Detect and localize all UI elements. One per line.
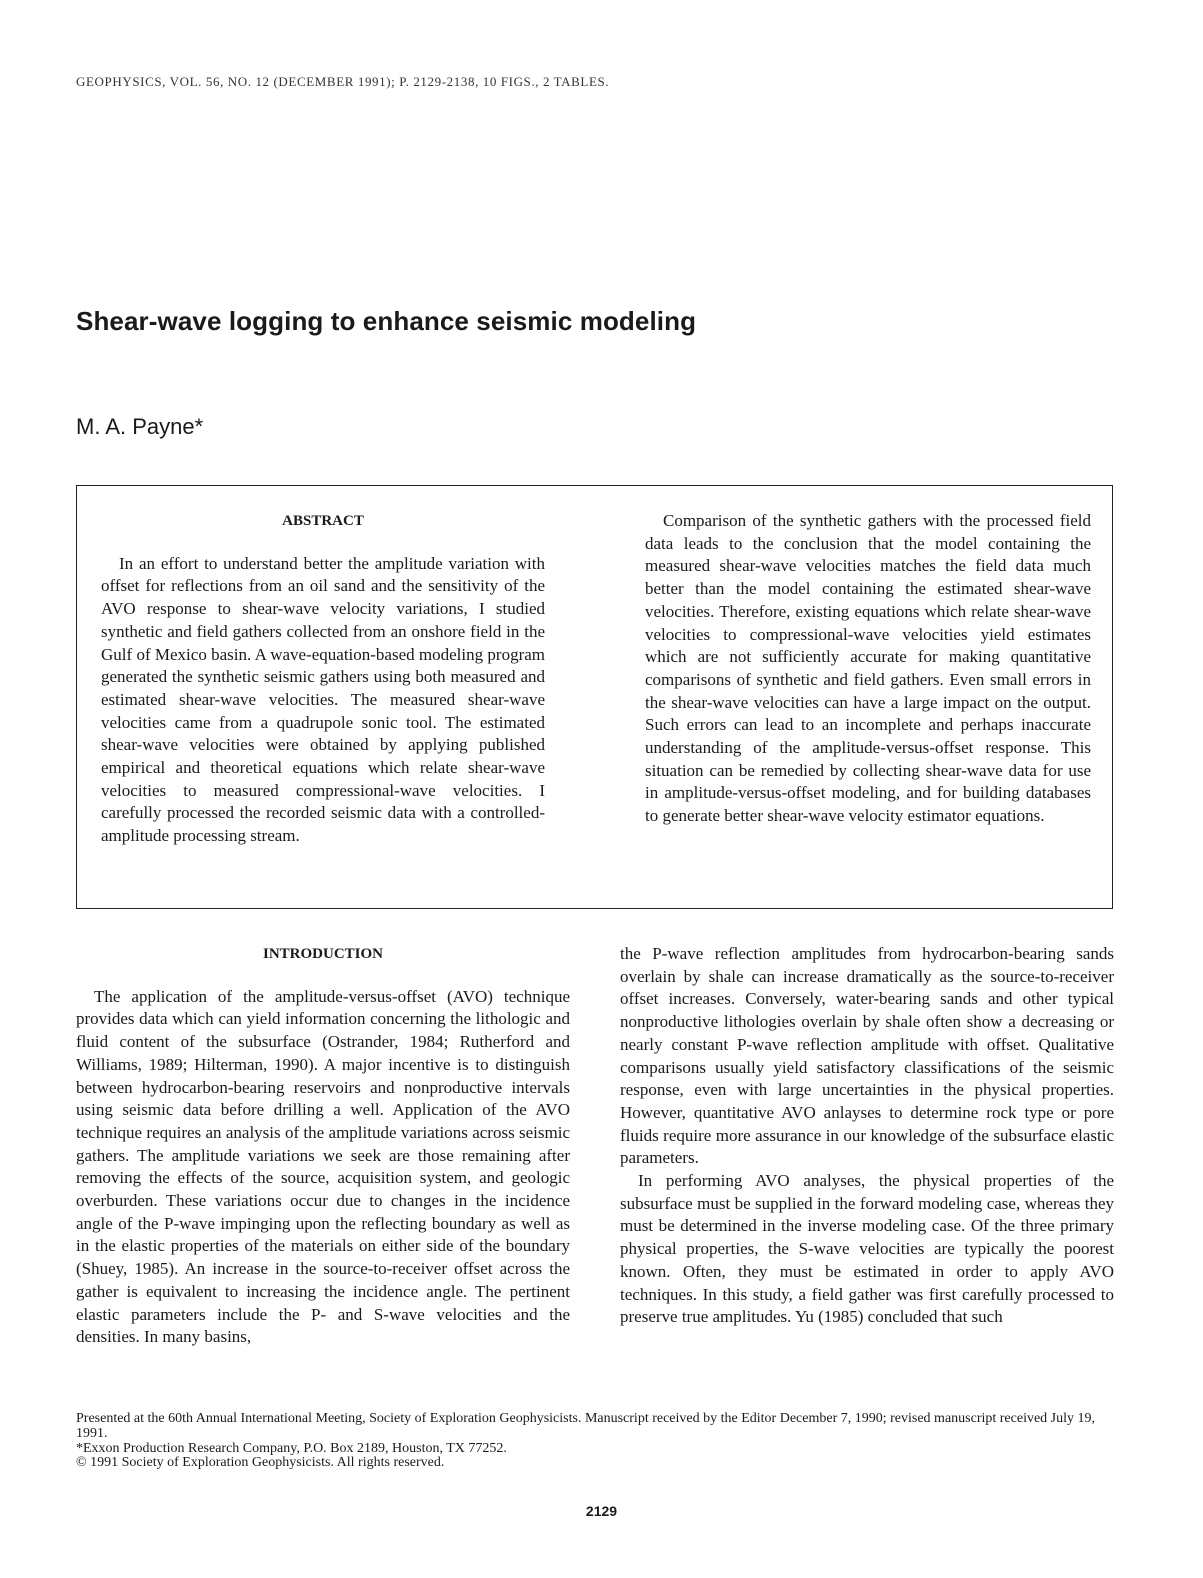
- page-number: 2129: [585, 1503, 618, 1519]
- introduction-column: [76, 943, 570, 1349]
- body-paragraph-2: In performing AVO analyses, the physical properties of the subsurface must be supplied in the forward modeling case, whereas they must be determined in the inverse modeling case. Of the three primary physical properties, the S-wave velocities are typically the poorest known. Often, they must be estimated in order to apply AVO techniques. In this study, a field gather was first carefully processed to preserve true amplitudes. Yu (1985) concluded that such: [620, 1171, 1114, 1327]
- footnote-affiliation: *Exxon Production Research Company, P.O. Box 2189, Houston, TX 77252.: [76, 1440, 507, 1456]
- author-name: M. A. Payne*: [76, 414, 204, 439]
- body-paragraph-continued: the P-wave reflection amplitudes from hydrocarbon-bearing sands overlain by shale can increase dramatically as the source-to-receiver offset increases. Conversely, water-bearing sands and other typical nonproductive lithologies overlain by shale often show a decreasing or nearly constant P-wave reflection amplitude with offset. Qualitative comparisons usually yield satisfactory classifications of the seismic response, even with large uncertainties in the physical properties. However, quantitative AVO anlayses to determine rock type or pore fluids require more assurance in our knowledge of the subsurface elastic parameters.: [620, 944, 1114, 1168]
- paper-title: Shear-wave logging to enhance seismic modeling: [76, 306, 697, 336]
- abstract-paragraph-2: Comparison of the synthetic gathers with the processed field data leads to the conclusion that the model containing the measured shear-wave velocities matches the field data much better than the model containing the estimated shear-wave velocities. Therefore, existing equations which relate shear-wave velocities to compressional-wave velocities yield estimates which are not sufficiently accurate for making quantitative comparisons of synthetic and field gathers. Even small errors in the shear-wave velocities can have a large impact on the output. Such errors can lead to an incomplete and perhaps inaccurate understanding of the amplitude-versus-offset response. This situation can be remedied by collecting shear-wave data for use in amplitude-versus-offset modeling, and for building databases to generate better shear-wave velocity estimator equations.: [645, 511, 1091, 826]
- abstract-left-column: [101, 510, 545, 848]
- right-body-column: [620, 943, 1114, 1329]
- footnote-presented: Presented at the 60th Annual International Meeting, Society of Exploration Geophysicists. Manuscript received by the Editor December 7, 1990; revised manuscript received July 19, 1991.: [76, 1411, 1096, 1441]
- introduction-paragraph-1: The application of the amplitude-versus-offset (AVO) technique provides data which can yield information concerning the lithologic and fluid content of the subsurface (Ostrander, 1984; Rutherford and Williams, 1989; Hilterman, 1990). A major incentive is to distinguish between hydrocarbon-bearing reservoirs and nonproductive intervals using seismic data before drilling a well. Application of the AVO technique requires an analysis of the amplitude variations across seismic gathers. The amplitude variations we seek are those remaining after removing the effects of the source, acquisition system, and geologic overburden. These variations occur due to changes in the incidence angle of the P-wave impinging upon the reflecting boundary as well as in the elastic properties of the materials on either side of the boundary (Shuey, 1985). An increase in the source-to-receiver offset across the gather is equivalent to increasing the incidence angle. The pertinent elastic parameters include the P- and S-wave velocities and the densities. In many basins,: [76, 986, 570, 1347]
- footnotes: [76, 1412, 1116, 1471]
- footnote-copyright: © 1991 Society of Exploration Geophysicists. All rights reserved.: [76, 1455, 445, 1471]
- abstract-box: [76, 485, 1113, 909]
- running-head: GEOPHYSICS, VOL. 56, NO. 12 (DECEMBER 1991); P. 2129-2138, 10 FIGS., 2 TABLES.: [76, 74, 610, 89]
- introduction-heading: INTRODUCTION: [262, 946, 383, 962]
- abstract-paragraph-1: In an effort to understand better the amplitude variation with offset for reflections from an oil sand and the sensitivity of the AVO response to shear-wave velocity variations, I studied synthetic and field gathers collected from an onshore field in the Gulf of Mexico basin. A wave-equation-based modeling program generated the synthetic seismic gathers using both measured and estimated shear-wave velocities. The measured shear-wave velocities came from a quadrupole sonic tool. The estimated shear-wave velocities were obtained by applying published empirical and theoretical equations which relate shear-wave velocities to measured compressional-wave velocities. I carefully processed the recorded seismic data with a controlled-amplitude processing stream.: [101, 553, 545, 846]
- abstract-heading: ABSTRACT: [282, 513, 364, 529]
- abstract-right-column: [645, 510, 1091, 828]
